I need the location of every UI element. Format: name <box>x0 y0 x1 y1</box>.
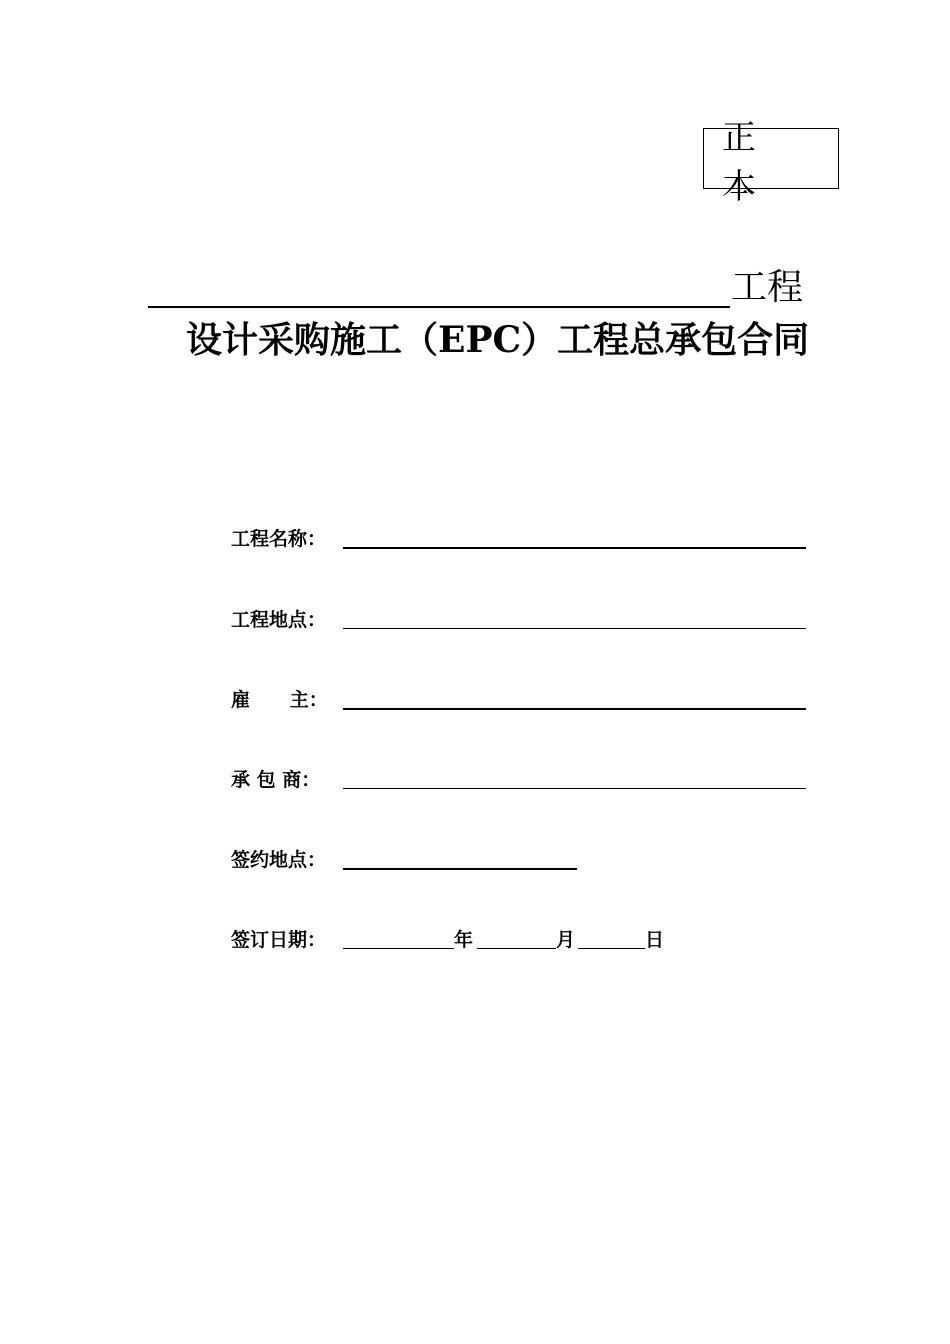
project-name-blank-line <box>343 547 806 549</box>
month-blank-line <box>477 948 556 949</box>
contractor-label: 承 包 商： <box>231 769 321 791</box>
title-line-1 <box>148 266 808 310</box>
year-label: 年 <box>454 929 474 951</box>
stamp-text: 正 本 <box>722 117 776 207</box>
field-signing-date <box>231 925 811 955</box>
field-contractor <box>231 765 811 795</box>
year-blank-line <box>343 948 454 949</box>
signing-place-label: 签约地点： <box>231 849 327 871</box>
signing-date-label: 签订日期： <box>231 929 327 951</box>
month-label: 月 <box>556 929 576 951</box>
title-suffix: 工程 <box>731 267 804 308</box>
field-signing-place <box>231 845 811 875</box>
project-name-label: 工程名称： <box>231 528 327 550</box>
original-copy-stamp <box>703 117 839 207</box>
project-location-label: 工程地点： <box>231 609 327 631</box>
employer-label: 雇 主： <box>231 689 328 711</box>
day-blank-line <box>578 948 645 949</box>
project-name-blank <box>148 306 730 308</box>
employer-blank-line <box>343 708 806 710</box>
contract-title: 设计采购施工（EPC）工程总承包合同 <box>186 319 810 361</box>
day-label: 日 <box>645 929 665 951</box>
field-project-location <box>231 605 811 635</box>
field-project-name <box>231 524 811 554</box>
project-location-blank-line <box>343 628 806 629</box>
signing-place-blank-line <box>343 868 577 870</box>
field-employer <box>231 685 811 715</box>
contractor-blank-line <box>343 788 806 789</box>
